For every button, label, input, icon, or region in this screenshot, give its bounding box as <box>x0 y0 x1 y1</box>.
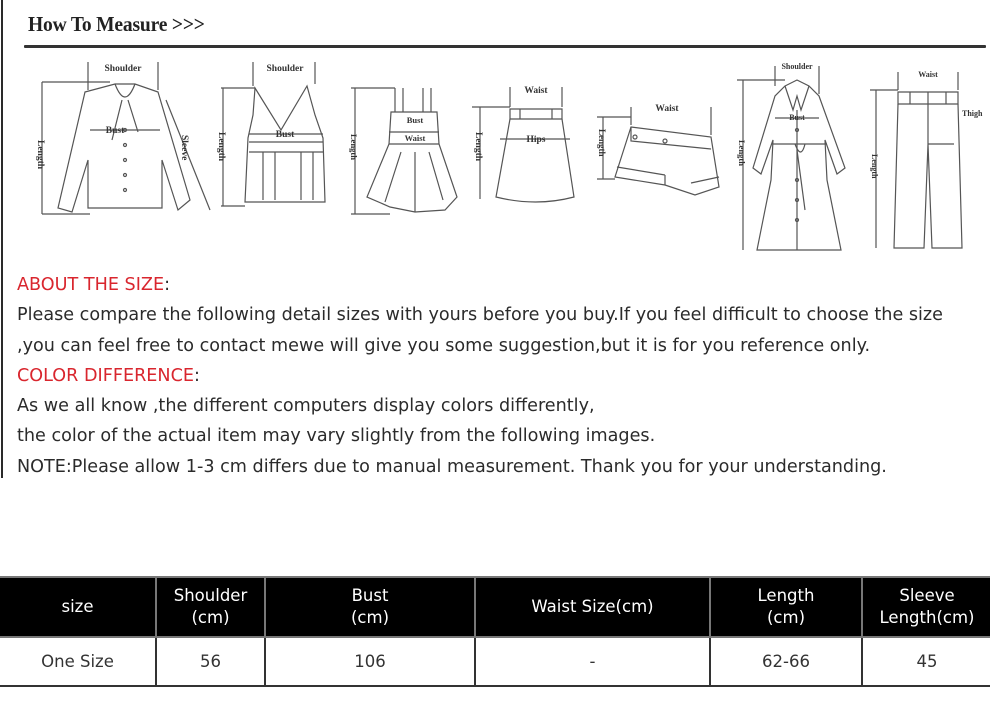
header-size: size <box>0 577 156 637</box>
title-divider <box>24 45 986 48</box>
bust-label: Bust <box>789 113 805 122</box>
cell-length: 62-66 <box>710 637 862 686</box>
color-difference-heading: COLOR DIFFERENCE: <box>17 365 200 386</box>
hips-label: Hips <box>526 135 546 145</box>
cell-waist: - <box>475 637 710 686</box>
coat-diagram-icon <box>735 60 860 255</box>
bust-label: Bust <box>406 115 424 125</box>
bust-label: Bust <box>105 126 125 136</box>
waist-label: Waist <box>404 133 426 143</box>
length-label: Length <box>737 140 747 166</box>
size-info-section <box>17 270 990 482</box>
length-label: Length <box>216 132 226 162</box>
header-bust: Bust (cm) <box>265 577 475 637</box>
cell-shoulder: 56 <box>156 637 265 686</box>
dress-diagram-icon <box>345 82 465 222</box>
tank-top-diagram-icon <box>215 60 335 220</box>
color-note-line-2: the color of the actual item may vary slightly from the following images. <box>17 426 656 447</box>
waist-label: Waist <box>918 70 938 79</box>
length-label: Length <box>35 140 45 170</box>
cell-bust: 106 <box>265 637 475 686</box>
about-size-heading: ABOUT THE SIZE: <box>17 275 171 295</box>
color-note-line-1: As we all know ,the different computers display colors differently, <box>17 396 595 417</box>
shoulder-label: Shoulder <box>266 64 304 74</box>
header-sleeve-length: Sleeve Length(cm) <box>862 577 990 637</box>
page-title: How To Measure >>> <box>28 12 205 36</box>
bust-label: Bust <box>275 130 295 140</box>
length-label: Length <box>349 134 359 160</box>
skirt-diagram-icon <box>470 77 585 217</box>
cell-size: One Size <box>0 637 156 686</box>
pants-diagram-icon <box>868 64 990 254</box>
header-shoulder: Shoulder (cm) <box>156 577 265 637</box>
blouse-diagram-icon <box>30 60 210 220</box>
sleeve-label: Sleeve <box>179 135 189 161</box>
shoulder-label: Shoulder <box>781 62 813 71</box>
cell-sleeve-length: 45 <box>862 637 990 686</box>
waist-label: Waist <box>524 86 548 96</box>
length-label: Length <box>597 129 607 157</box>
shoulder-label: Shoulder <box>104 64 142 74</box>
waist-label: Waist <box>655 104 679 114</box>
header-length: Length (cm) <box>710 577 862 637</box>
table-row <box>0 637 990 686</box>
size-instruction-line-2: ,you can feel free to contact mewe will give you some suggestion,but it is for you reference only. <box>17 335 871 356</box>
length-label: Length <box>870 154 879 179</box>
header-waist: Waist Size(cm) <box>475 577 710 637</box>
table-header-row <box>0 577 990 637</box>
measurement-note: NOTE:Please allow 1-3 cm differs due to manual measurement. Thank you for your understanding. <box>17 456 887 477</box>
size-chart-table <box>0 576 990 687</box>
shorts-diagram-icon <box>595 97 720 207</box>
length-label: Length <box>473 132 483 162</box>
measurement-diagrams <box>0 52 990 262</box>
size-instruction-line-1: Please compare the following detail sizes with yours before you buy.If you feel difficult to choose the size <box>17 305 943 326</box>
thigh-label: Thigh <box>962 109 983 118</box>
